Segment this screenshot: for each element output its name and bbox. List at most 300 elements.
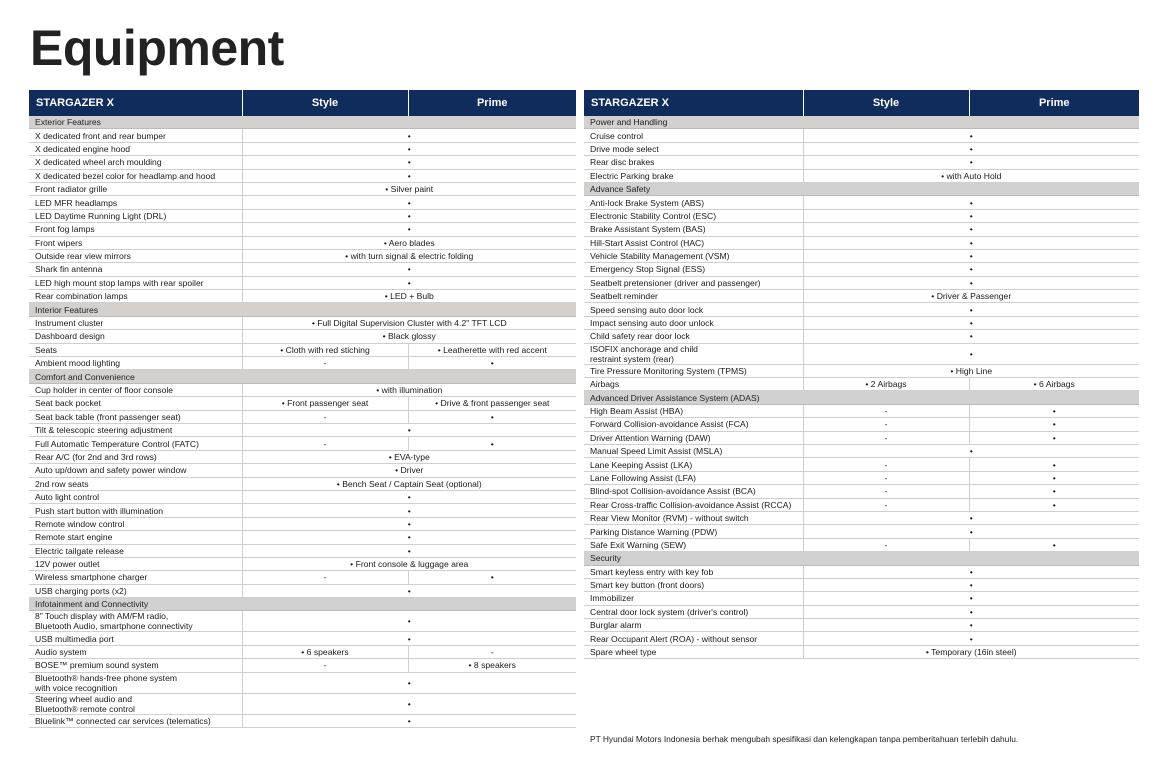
feature-name-line: Bluelink™ connected car services (telematics) <box>35 715 211 726</box>
feature-name <box>29 517 242 530</box>
feature-name <box>584 142 803 155</box>
feature-name-line: Bluetooth® remote control <box>35 703 135 714</box>
section-title: Advance Safety <box>584 182 1139 195</box>
feature-name-line: Burglar alarm <box>590 620 642 631</box>
section-title: Security <box>584 552 1139 565</box>
feature-name-line: Safe Exit Warning (SEW) <box>590 539 687 550</box>
feature-name-line: Rear Occupant Alert (ROA) - without sensor <box>590 633 758 644</box>
value-style: - <box>242 437 408 450</box>
value-both: • <box>242 129 576 142</box>
section-header-row <box>584 116 1139 129</box>
value-both: • with turn signal & electric folding <box>242 249 576 262</box>
table-row <box>29 450 576 463</box>
feature-name-line: LED high mount stop lamps with rear spoiler <box>35 277 204 288</box>
table-row <box>29 142 576 155</box>
disclaimer-footnote: PT Hyundai Motors Indonesia berhak mengubah spesifikasi dan kelengkapan tanpa pemberitahuan terlebih dahulu. <box>590 734 1019 744</box>
table-row <box>584 592 1139 605</box>
feature-name-line: Airbags <box>590 379 620 390</box>
feature-name-line: Parking Distance Warning (PDW) <box>590 526 718 537</box>
value-prime: • <box>969 431 1139 444</box>
feature-name-line: Seat back table (front passenger seat) <box>35 411 181 422</box>
feature-name-line: Manual Speed Limit Assist (MSLA) <box>590 446 723 457</box>
table-row <box>29 129 576 142</box>
section-header-row <box>584 182 1139 195</box>
value-both: • <box>803 142 1139 155</box>
value-style: - <box>803 404 969 417</box>
feature-name <box>584 444 803 457</box>
feature-name <box>29 544 242 557</box>
feature-name <box>584 645 803 658</box>
feature-name <box>29 423 242 436</box>
feature-name <box>584 129 803 142</box>
value-both: • <box>803 303 1139 316</box>
value-both: • <box>803 565 1139 578</box>
table-row <box>584 303 1139 316</box>
table-row <box>584 444 1139 457</box>
table-row <box>584 378 1139 391</box>
table-row <box>584 156 1139 169</box>
value-prime: • 8 speakers <box>408 659 576 672</box>
feature-name <box>29 450 242 463</box>
value-style: - <box>242 357 408 370</box>
feature-name-line: 8" Touch display with AM/FM radio, <box>35 611 169 622</box>
feature-name-line: Remote window control <box>35 518 125 529</box>
value-prime: • <box>969 471 1139 484</box>
equipment-table-right <box>584 90 1139 659</box>
feature-name-line: Smart keyless entry with key fob <box>590 566 714 577</box>
feature-name-line: Emergency Stop Signal (ESS) <box>590 264 706 275</box>
table-row <box>584 236 1139 249</box>
feature-name-line: 12V power outlet <box>35 559 100 570</box>
value-both: • <box>242 611 576 632</box>
value-both: • <box>242 693 576 714</box>
table-row <box>584 129 1139 142</box>
value-both: • <box>242 156 576 169</box>
value-both: • <box>803 129 1139 142</box>
feature-name <box>29 632 242 645</box>
value-both: • <box>803 511 1139 524</box>
feature-name-line: Central door lock system (driver's control) <box>590 606 749 617</box>
value-both: • <box>803 343 1139 364</box>
table-body <box>29 116 576 728</box>
table-row <box>29 437 576 450</box>
value-prime: - <box>408 645 576 658</box>
feature-name <box>29 330 242 343</box>
value-both: • <box>803 223 1139 236</box>
feature-name <box>29 477 242 490</box>
feature-name-line: USB charging ports (x2) <box>35 585 127 596</box>
table-row <box>584 343 1139 364</box>
feature-name <box>29 584 242 597</box>
table-row <box>29 517 576 530</box>
feature-name-line: Electronic Stability Control (ESC) <box>590 210 717 221</box>
feature-name-line: Lane Following Assist (LFA) <box>590 472 697 483</box>
table-row <box>584 431 1139 444</box>
table-row <box>29 531 576 544</box>
table-row <box>584 632 1139 645</box>
feature-name <box>584 485 803 498</box>
value-both: • <box>803 444 1139 457</box>
value-both: • Black glossy <box>242 330 576 343</box>
table-row <box>29 544 576 557</box>
value-both: • <box>242 584 576 597</box>
table-row <box>584 485 1139 498</box>
feature-name-line: Auto up/down and safety power window <box>35 465 187 476</box>
feature-name-line: Tilt & telescopic steering adjustment <box>35 425 173 436</box>
table-row <box>29 632 576 645</box>
feature-name <box>29 672 242 693</box>
feature-name-line: Smart key button (front doors) <box>590 580 705 591</box>
feature-name <box>584 565 803 578</box>
feature-name <box>584 364 803 377</box>
value-prime: • <box>969 498 1139 511</box>
value-style: • 2 Airbags <box>803 378 969 391</box>
value-both: • Full Digital Supervision Cluster with 4.2" TFT LCD <box>242 316 576 329</box>
feature-name <box>584 538 803 551</box>
table-body <box>584 116 1139 659</box>
table-row <box>584 565 1139 578</box>
value-style: - <box>803 418 969 431</box>
feature-name <box>29 129 242 142</box>
feature-name <box>584 471 803 484</box>
value-both: • <box>242 517 576 530</box>
feature-name <box>29 383 242 396</box>
feature-name-line: Driver Attention Warning (DAW) <box>590 432 711 443</box>
section-title: Advanced Driver Assistance System (ADAS) <box>584 391 1139 404</box>
feature-name <box>584 378 803 391</box>
feature-name <box>584 619 803 632</box>
table-row <box>584 645 1139 658</box>
feature-name-line: X dedicated bezel color for headlamp and hood <box>35 170 216 181</box>
feature-name <box>29 169 242 182</box>
value-style: - <box>242 571 408 584</box>
feature-name <box>584 249 803 262</box>
section-header-row <box>584 552 1139 565</box>
table-row <box>29 209 576 222</box>
value-both: • <box>803 619 1139 632</box>
value-both: • <box>803 276 1139 289</box>
section-header-row <box>29 116 576 129</box>
feature-name <box>584 209 803 222</box>
feature-name-line: Rear disc brakes <box>590 157 655 168</box>
table-row <box>584 209 1139 222</box>
feature-name-line: Instrument cluster <box>35 318 104 329</box>
feature-name <box>29 645 242 658</box>
page-title: Equipment <box>30 20 284 76</box>
feature-name <box>29 290 242 303</box>
value-style: - <box>803 538 969 551</box>
table-row <box>29 672 576 693</box>
value-prime: • <box>408 357 576 370</box>
value-style: • Front passenger seat <box>242 397 408 410</box>
section-title: Infotainment and Connectivity <box>29 598 576 611</box>
feature-name-line: Spare wheel type <box>590 647 657 658</box>
feature-name-line: Immobilizer <box>590 593 634 604</box>
value-both: • with Auto Hold <box>803 169 1139 182</box>
table-row <box>29 263 576 276</box>
feature-name-line: Full Automatic Temperature Control (FATC) <box>35 438 199 449</box>
feature-name <box>29 437 242 450</box>
feature-name-line: High Beam Assist (HBA) <box>590 406 684 416</box>
value-prime: • <box>969 458 1139 471</box>
table-row <box>29 477 576 490</box>
value-both: • <box>242 714 576 727</box>
value-both: • <box>803 249 1139 262</box>
value-both: • Aero blades <box>242 236 576 249</box>
section-header-row <box>29 370 576 383</box>
feature-name-line: Child safety rear door lock <box>590 331 690 342</box>
value-both: • <box>242 531 576 544</box>
feature-name-line: Seatbelt reminder <box>590 291 658 302</box>
value-style: - <box>803 471 969 484</box>
feature-name-line: Blind-spot Collision-avoidance Assist (BCA) <box>590 486 756 497</box>
feature-name <box>29 182 242 195</box>
table-row <box>584 605 1139 618</box>
feature-name <box>584 156 803 169</box>
feature-name <box>29 410 242 423</box>
feature-name-line: 2nd row seats <box>35 478 89 489</box>
feature-name <box>29 142 242 155</box>
feature-name <box>29 504 242 517</box>
feature-name <box>584 632 803 645</box>
value-both: • <box>242 196 576 209</box>
value-both: • <box>803 196 1139 209</box>
feature-name-line: Push start button with illumination <box>35 505 164 516</box>
feature-name <box>29 659 242 672</box>
header-model: STARGAZER X <box>584 90 803 116</box>
value-both: • <box>242 544 576 557</box>
value-both: • Front console & luggage area <box>242 557 576 570</box>
value-style: - <box>803 458 969 471</box>
feature-name-line: Bluetooth Audio, smartphone connectivity <box>35 621 193 632</box>
value-prime: • 6 Airbags <box>969 378 1139 391</box>
value-both: • <box>242 142 576 155</box>
feature-name-line: Vehicle Stability Management (VSM) <box>590 251 730 262</box>
feature-name-line: X dedicated engine hood <box>35 143 131 154</box>
value-both: • <box>242 209 576 222</box>
table-row <box>29 236 576 249</box>
table-row <box>584 290 1139 303</box>
feature-name <box>584 343 803 364</box>
value-style: • Cloth with red stiching <box>242 343 408 356</box>
value-both: • with illumination <box>242 383 576 396</box>
feature-name <box>584 498 803 511</box>
feature-name-line: Front wipers <box>35 237 83 248</box>
feature-name <box>584 196 803 209</box>
value-both: • <box>242 672 576 693</box>
feature-name-line: LED Daytime Running Light (DRL) <box>35 210 167 221</box>
table-row <box>584 418 1139 431</box>
table-row <box>29 169 576 182</box>
table-row <box>584 538 1139 551</box>
value-style: - <box>242 659 408 672</box>
value-both: • <box>803 209 1139 222</box>
feature-name <box>584 592 803 605</box>
feature-name <box>29 196 242 209</box>
section-header-row <box>29 303 576 316</box>
feature-name <box>29 223 242 236</box>
section-title: Comfort and Convenience <box>29 370 576 383</box>
value-both: • <box>803 263 1139 276</box>
feature-name-line: ISOFIX anchorage and child <box>590 343 698 354</box>
table-row <box>584 578 1139 591</box>
value-prime: • <box>969 404 1139 417</box>
table-row <box>584 458 1139 471</box>
feature-name <box>29 156 242 169</box>
table-row <box>584 364 1139 377</box>
feature-name-line: Outside rear view mirrors <box>35 251 131 262</box>
table-row <box>29 196 576 209</box>
feature-name-line: Front fog lamps <box>35 224 95 235</box>
header-model: STARGAZER X <box>29 90 242 116</box>
feature-name-line: Electric Parking brake <box>590 170 674 181</box>
value-style: - <box>242 410 408 423</box>
value-prime: • <box>969 418 1139 431</box>
table-row <box>584 511 1139 524</box>
table-row <box>29 693 576 714</box>
table-row <box>584 330 1139 343</box>
value-prime: • <box>969 538 1139 551</box>
feature-name <box>584 303 803 316</box>
table-row <box>29 571 576 584</box>
table-row <box>29 504 576 517</box>
feature-name-line: Dashboard design <box>35 331 105 342</box>
feature-name-line: X dedicated front and rear bumper <box>35 130 166 141</box>
table-row <box>584 196 1139 209</box>
value-both: • <box>242 423 576 436</box>
table-row <box>584 498 1139 511</box>
value-both: • <box>803 632 1139 645</box>
feature-name <box>584 578 803 591</box>
value-both: • <box>803 578 1139 591</box>
table-row <box>29 611 576 632</box>
value-prime: • <box>969 485 1139 498</box>
value-both: • Temporary (16in steel) <box>803 645 1139 658</box>
value-both: • EVA-type <box>242 450 576 463</box>
feature-name-line: Bluetooth® hands-free phone system <box>35 672 178 683</box>
feature-name <box>29 343 242 356</box>
feature-name <box>29 490 242 503</box>
table-header-row <box>29 90 576 116</box>
table-row <box>29 659 576 672</box>
feature-name <box>29 209 242 222</box>
value-prime: • Leatherette with red accent <box>408 343 576 356</box>
feature-name <box>29 611 242 632</box>
feature-name <box>29 249 242 262</box>
header-style: Style <box>242 90 408 116</box>
value-style: • 6 speakers <box>242 645 408 658</box>
feature-name-line: Steering wheel audio and <box>35 693 132 704</box>
table-row <box>29 182 576 195</box>
table-row <box>584 404 1139 417</box>
value-style: - <box>803 498 969 511</box>
value-both: • <box>242 223 576 236</box>
table-row <box>584 619 1139 632</box>
value-both: • <box>242 276 576 289</box>
table-row <box>29 490 576 503</box>
feature-name-line: Wireless smartphone charger <box>35 572 148 583</box>
feature-name-line: Hill-Start Assist Control (HAC) <box>590 237 705 248</box>
table-row <box>29 290 576 303</box>
table-header-row <box>584 90 1139 116</box>
section-title: Interior Features <box>29 303 576 316</box>
feature-name <box>584 223 803 236</box>
feature-name <box>584 330 803 343</box>
table-row <box>29 383 576 396</box>
feature-name-line: Tire Pressure Monitoring System (TPMS) <box>590 365 747 376</box>
table-row <box>584 276 1139 289</box>
table-row <box>584 263 1139 276</box>
table-row <box>584 249 1139 262</box>
value-both: • <box>803 330 1139 343</box>
value-prime: • Drive & front passenger seat <box>408 397 576 410</box>
value-both: • <box>242 504 576 517</box>
feature-name <box>29 236 242 249</box>
table-row <box>29 464 576 477</box>
value-both: • High Line <box>803 364 1139 377</box>
feature-name <box>29 357 242 370</box>
value-both: • <box>242 632 576 645</box>
feature-name-line: with voice recognition <box>35 682 118 693</box>
value-prime: • <box>408 571 576 584</box>
feature-name-line: Brake Assistant System (BAS) <box>590 224 706 235</box>
value-prime: • <box>408 410 576 423</box>
feature-name <box>584 236 803 249</box>
table-row <box>29 330 576 343</box>
section-title: Exterior Features <box>29 116 576 129</box>
table-row <box>29 249 576 262</box>
feature-name-line: Audio system <box>35 647 87 658</box>
feature-name-line: Seats <box>35 344 57 355</box>
feature-name <box>29 693 242 714</box>
table-row <box>29 645 576 658</box>
feature-name <box>584 525 803 538</box>
table-row <box>29 423 576 436</box>
equipment-table-left <box>29 90 576 728</box>
feature-name-line: Rear Cross-traffic Collision-avoidance Assist (RCCA) <box>590 499 792 510</box>
feature-name <box>584 404 803 417</box>
value-both: • <box>803 236 1139 249</box>
feature-name <box>584 290 803 303</box>
table-row <box>29 397 576 410</box>
table-row <box>584 525 1139 538</box>
table-row <box>29 343 576 356</box>
value-prime: • <box>408 437 576 450</box>
feature-name-line: USB multimedia port <box>35 633 114 644</box>
value-both: • <box>803 605 1139 618</box>
feature-name <box>584 169 803 182</box>
feature-name-line: Shark fin antenna <box>35 264 103 275</box>
value-both: • <box>242 490 576 503</box>
table-row <box>29 557 576 570</box>
feature-name-line: Rear combination lamps <box>35 291 128 302</box>
value-style: - <box>803 485 969 498</box>
feature-name-line: Ambient mood lighting <box>35 358 121 369</box>
value-both: • Silver paint <box>242 182 576 195</box>
table-row <box>29 223 576 236</box>
value-both: • <box>242 169 576 182</box>
feature-name-line: Lane Keeping Assist (LKA) <box>590 459 693 470</box>
table-row <box>584 142 1139 155</box>
feature-name-line: X dedicated wheel arch moulding <box>35 157 162 168</box>
feature-name-line: Anti-lock Brake System (ABS) <box>590 197 705 208</box>
value-both: • Bench Seat / Captain Seat (optional) <box>242 477 576 490</box>
table-row <box>29 357 576 370</box>
table-row <box>29 410 576 423</box>
value-both: • Driver & Passenger <box>803 290 1139 303</box>
feature-name <box>584 418 803 431</box>
section-title: Power and Handling <box>584 116 1139 129</box>
